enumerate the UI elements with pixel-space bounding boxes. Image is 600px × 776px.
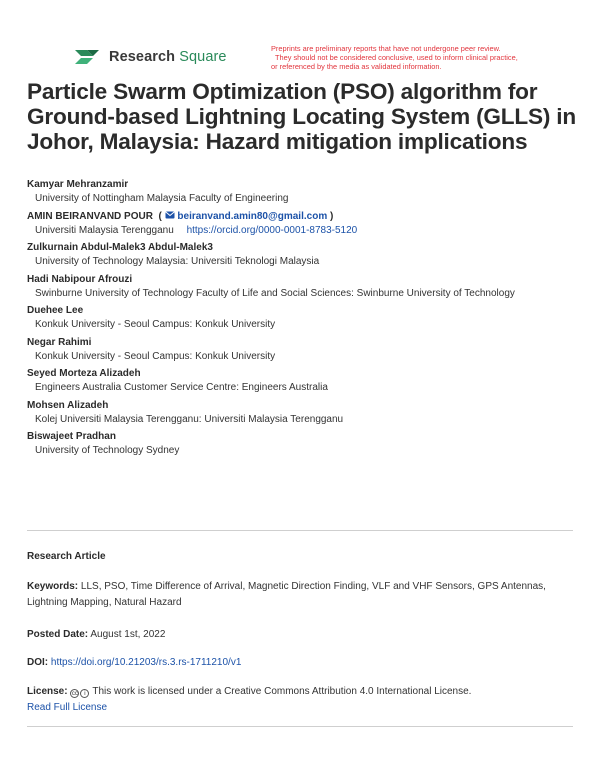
author-entry <box>27 399 577 428</box>
divider <box>27 530 573 531</box>
keywords-value: LLS, PSO, Time Difference of Arrival, Magnetic Direction Finding, VLF and VHF Sensors, GPS Antennas, Lightning Mapping, Natural Hazard <box>27 581 546 608</box>
doi <box>27 655 577 671</box>
author-affiliation: University of Technology Malaysia: Universiti Teknologi Malaysia <box>35 256 320 267</box>
author-name: Duehee Lee <box>27 305 84 316</box>
author-name-with-email: AMIN BEIRANVAND POUR ( beiranvand.amin80@gmail.com ) <box>27 210 334 222</box>
author-name: Mohsen Alizadeh <box>27 399 109 411</box>
keywords <box>27 579 577 611</box>
doi-label: DOI: <box>27 657 49 668</box>
author-affiliation: Engineers Australia Customer Service Centre: Engineers Australia <box>35 382 328 393</box>
author-name: Biswajeet Pradhan <box>27 431 116 442</box>
disclaimer-line: They should not be considered conclusive, used to inform clinical practice, <box>275 53 518 62</box>
license-label: License: <box>27 686 68 697</box>
author-entry <box>27 367 577 396</box>
license-text: This work is licensed under a Creative Commons Attribution 4.0 International License. <box>92 686 472 697</box>
author-affiliation: Kolej Universiti Malaysia Terengganu: Universiti Malaysia Terengganu <box>35 413 344 425</box>
author-entry <box>27 304 577 333</box>
author-affiliation: Universiti Malaysia Terengganu https://orcid.org/0000-0001-8783-5120 <box>35 224 358 236</box>
research-square-logo[interactable] <box>73 46 227 68</box>
author-entry <box>27 273 577 302</box>
author-name: Hadi Nabipour Afrouzi <box>27 273 133 285</box>
author-affiliation: University of Technology Sydney <box>35 445 180 456</box>
author-affiliation: Swinburne University of Technology Faculty of Life and Social Sciences: Swinburne University of Technology <box>35 287 515 299</box>
cc-icon: cc <box>71 691 78 697</box>
author-name: Seyed Morteza Alizadeh <box>27 368 141 379</box>
author-entry <box>27 430 577 459</box>
paper-title: Particle Swarm Optimization (PSO) algorithm for Ground-based Lightning Locating System (GLLS) in Johor, Malaysia: Hazard mitigation implications <box>27 79 576 154</box>
research-square-logo-icon <box>73 46 103 68</box>
author-name: Zulkurnain Abdul-Malek3 Abdul-Malek3 <box>27 242 213 253</box>
author-affiliation: University of Nottingham Malaysia Faculty of Engineering <box>35 193 289 204</box>
disclaimer-line: Preprints are preliminary reports that have not undergone peer review. <box>271 44 501 53</box>
logo-text: Research Square <box>109 49 227 65</box>
author-name: Negar Rahimi <box>27 336 92 348</box>
author-email[interactable]: beiranvand.amin80@gmail.com <box>165 211 328 222</box>
read-full-license-link[interactable]: Read Full License <box>27 702 108 713</box>
preprint-disclaimer <box>271 44 541 71</box>
orcid-link[interactable]: https://orcid.org/0000-0001-8783-5120 <box>186 224 358 236</box>
doi-link[interactable]: https://doi.org/10.21203/rs.3.rs-1711210/v1 <box>50 657 242 668</box>
author-name: Kamyar Mehranzamir <box>27 179 129 190</box>
by-icon: i <box>80 689 89 698</box>
posted-date <box>27 627 577 643</box>
license-icons <box>70 689 89 698</box>
author-entry <box>27 178 577 207</box>
article-type: Research Article <box>27 551 106 562</box>
author-affiliation: Konkuk University - Seoul Campus: Konkuk University <box>35 350 276 362</box>
author-name: AMIN BEIRANVAND POUR <box>27 210 153 222</box>
license <box>27 684 577 716</box>
author-entry <box>27 336 577 365</box>
posted-date-label: Posted Date: <box>27 629 89 640</box>
author-entry <box>27 210 577 239</box>
divider <box>27 726 573 727</box>
envelope-icon <box>165 211 175 219</box>
author-entry <box>27 241 577 270</box>
keywords-label: Keywords: <box>27 581 79 592</box>
author-affiliation: Konkuk University - Seoul Campus: Konkuk University <box>35 319 276 330</box>
author-list <box>27 178 577 462</box>
disclaimer-line: or referenced by the media as validated information. <box>271 62 442 71</box>
posted-date-value: August 1st, 2022 <box>90 629 166 640</box>
